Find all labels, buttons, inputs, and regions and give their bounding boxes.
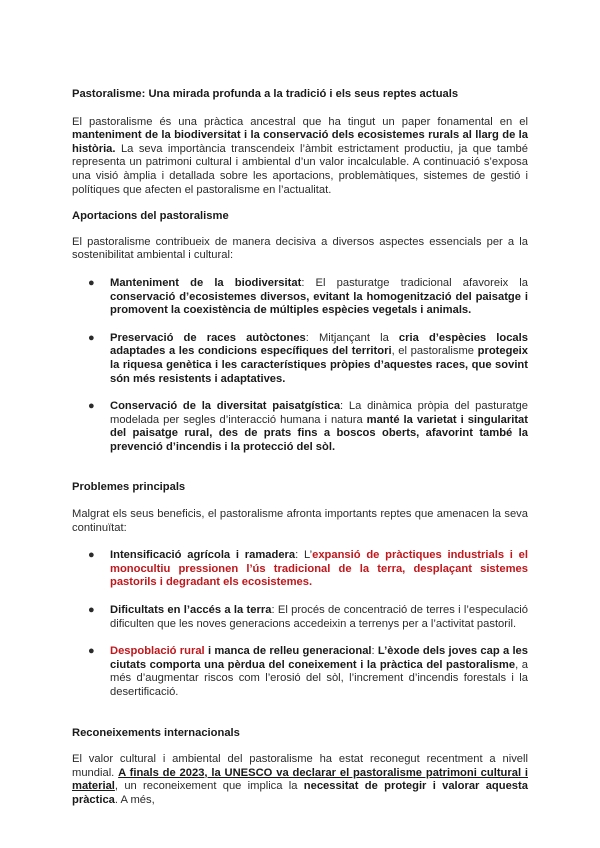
item-text: : La dinàmica pròpia del pasturatge modelada per segles d’interacció humana i natura [110, 400, 528, 426]
section-heading-contributions: Aportacions del pastoralisme [72, 210, 229, 223]
list-item [72, 332, 528, 386]
document-content [72, 88, 528, 808]
item-title: Dificultats en l’accés a la terra [110, 604, 272, 617]
item-title: Preservació de races autòctones [110, 331, 306, 344]
item-text: : L’ [295, 549, 313, 562]
recognition-paragraph [72, 753, 528, 807]
item-text: : [371, 645, 378, 658]
list-item [72, 549, 528, 590]
item-text: , a més d’augmentar riscos com l’erosió del sòl, l’increment d’incendis forestals i la desertificació. [110, 658, 528, 698]
recognition-text-1: El valor cultural i ambiental del pastoralisme ha estat reconegut recentment a nivell mundial. [72, 753, 528, 779]
document-title: Pastoralisme: Una mirada profunda a la tradició i els seus reptes actuals [72, 88, 459, 100]
item-text: , el pastoralisme [391, 345, 478, 358]
item-bold: manté la varietat i singularitat del paisatge rural, des de prats fins a boscos oberts, afavorint també la prevenció d’incendis i la protecció del sòl. [110, 413, 528, 453]
intro-bold-1: manteniment de la biodiversitat i la conservació dels ecosistemes rurals al llarg de la història. [72, 129, 528, 155]
bullet-icon: ● [88, 549, 95, 562]
item-red-bold: expansió de pràctiques industrials i el monocultiu pressionen l’ús tradicional de la terra, desplaçant sistemes pastorils i degradant els ecosistemes. [110, 549, 528, 589]
intro-text-2: La seva importància transcendeix l’àmbit estrictament productiu, ja que també representa un patrimoni cultural i ambiental d’un valor incalculable. A continuació s’exposa una visió àmplia i detallada sobre les aportacions, problemàtiques, sistemes de gestió i polítiques que afecten el pastoralisme en l’actualitat. [72, 142, 528, 196]
list-item [72, 277, 528, 318]
item-bold: cria d’espècies locals adaptades a les condicions específiques del territori [110, 331, 528, 358]
section-heading-recognition: Reconeixements internacionals [72, 726, 240, 739]
item-text: : Mitjançant la [305, 331, 399, 344]
bullet-icon: ● [88, 276, 95, 289]
list-item [72, 645, 528, 699]
problems-list [72, 549, 528, 699]
item-title: i manca de relleu generacional [204, 645, 372, 658]
list-item [72, 604, 528, 631]
item-title: Manteniment de la biodiversitat [110, 276, 302, 289]
contributions-list [72, 277, 528, 455]
item-title: Intensificació agrícola i ramadera [110, 549, 296, 562]
bullet-icon: ● [88, 400, 95, 413]
recognition-text-2: , un reconeixement que implica la [114, 780, 304, 793]
intro-paragraph [72, 116, 528, 198]
bullet-icon: ● [88, 331, 95, 344]
recognition-text-3: . A més, [114, 793, 155, 806]
recognition-bold: necessitat de protegir i valorar aquesta pràctica [72, 780, 528, 806]
problems-lead: Malgrat els seus beneficis, el pastoralisme afronta importants reptes que amenacen la seva continuïtat: [72, 508, 528, 534]
item-title-red: Despoblació rural [110, 645, 205, 658]
contributions-lead: El pastoralisme contribueix de manera decisiva a diversos aspectes essencials per a la sostenibilitat ambiental i cultural: [72, 235, 528, 262]
intro-text-1: El pastoralisme és una pràctica ancestral que ha tingut un paper fonamental en el [72, 115, 528, 128]
item-bold: protegeix la riquesa genètica i les característiques pròpies d’aquestes races, que sovint són més resistents i adaptatives. [110, 345, 528, 385]
item-title: Conservació de la diversitat paisatgística [110, 400, 341, 413]
section-heading-problems: Problemes principals [72, 481, 186, 494]
bullet-icon: ● [88, 604, 95, 617]
item-text: : El procés de concentració de terres i l’especulació dificulten que les noves generacions accedeixin a terrenys per a l’activitat pastoril. [110, 604, 528, 630]
bullet-icon: ● [88, 645, 95, 658]
item-text: : El pasturatge tradicional afavoreix la [301, 276, 528, 289]
item-bold: L’èxode dels joves cap a les ciutats comporta una pèrdua del coneixement i la pràctica del pastoralisme [110, 645, 529, 671]
recognition-underlined: A finals de 2023, la UNESCO va declarar el pastoralisme patrimoni cultural i material [72, 766, 528, 793]
list-item [72, 400, 528, 454]
item-bold: conservació d’ecosistemes diversos, evitant la homogenització del paisatge i promovent la coexistència de múltiples espècies vegetals i animals. [110, 290, 528, 317]
